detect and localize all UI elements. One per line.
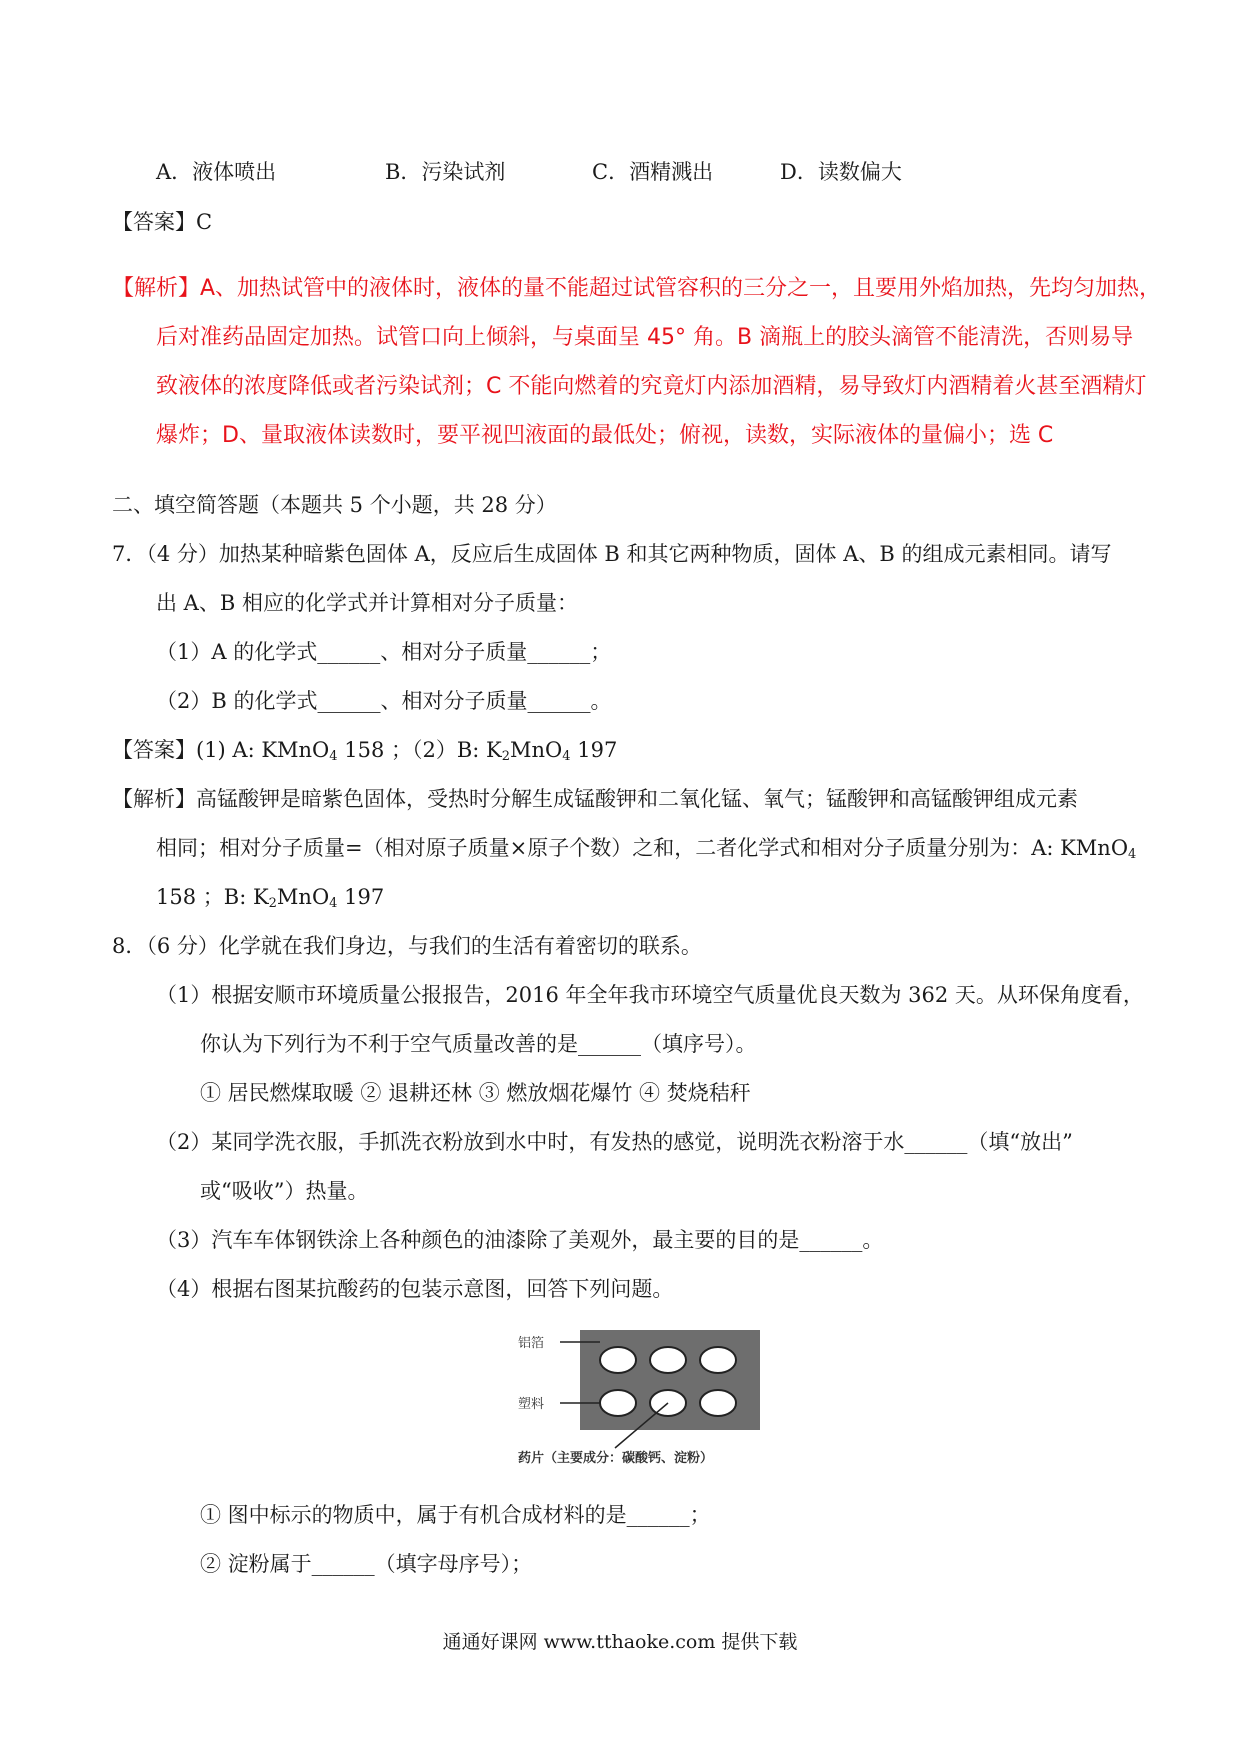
q6-analysis-line: 后对准药品固定加热。试管口向上倾斜，与桌面呈 45° 角。B 滴瓶上的胶头滴管不能清洗，否则易导 [156,325,1134,350]
q8-part-1-cont: 你认为下列行为不利于空气质量改善的是______（填序号）。 [200,1032,757,1056]
pill [700,1390,736,1416]
label-plastic: 塑料 [518,1397,545,1412]
q8-subquestion-1: ① 图中标示的物质中，属于有机合成材料的是______； [200,1503,711,1527]
option-a: A．液体喷出 [156,160,277,184]
q7-answer: 【答案】(1) A: KMnO$_4$ 158 ；（2）B: $K_2MnO_4$ 197 [112,738,618,764]
q7-text: 7．（4 分）加热某种暗紫色固体 A，反应后生成固体 B 和其它两种物质，固体 A、B 的组成元素相同。请写 [112,542,1112,566]
q8-part-1-choices: ① 居民燃煤取暖 ② 退耕还林 ③ 燃放烟花爆竹 ④ 焚烧秸秆 [200,1081,751,1105]
q7-subquestion-1: （1）A 的化学式______、相对分子质量______； [156,640,612,664]
blister-pack-figure [500,1330,800,1475]
section-heading: 二、填空简答题（本题共 5 个小题，共 28 分） [112,493,557,517]
label-foil: 铝箔 [518,1336,545,1351]
q6-answer: 【答案】C [112,210,213,234]
page-footer: 通通好课网 www.tthaoke.com 提供下载 [442,1631,798,1653]
q7-analysis-line: 相同；相对分子质量=（相对原子质量×原子个数）之和，二者化学式和相对分子质量分别为：A: KMnO$_4$ [156,836,1137,862]
pill [600,1390,636,1416]
q8-part-3: （3）汽车车体钢铁涂上各种颜色的油漆除了美观外，最主要的目的是______。 [156,1228,884,1252]
pill [650,1347,686,1373]
q7-analysis-line: 【解析】高锰酸钾是暗紫色固体，受热时分解生成锰酸钾和二氧化锰、氧气；锰酸钾和高锰酸钾组成元素 [112,787,1078,811]
q7-text: 出 A、B 相应的化学式并计算相对分子质量： [156,591,578,615]
q8-text: 8．（6 分）化学就在我们身边，与我们的生活有着密切的联系。 [112,934,702,958]
q6-analysis-line: 致液体的浓度降低或者污染试剂；C 不能向燃着的究竟灯内添加酒精，易导致灯内酒精着火甚至酒精灯 [156,374,1147,399]
q7-subquestion-2: （2）B 的化学式______、相对分子质量______。 [156,689,612,713]
q8-part-4: （4）根据右图某抗酸药的包装示意图，回答下列问题。 [156,1277,674,1301]
option-c: C．酒精溅出 [592,160,714,184]
q6-analysis-line: 爆炸；D、量取液体读数时，要平视凹液面的最低处；俯视，读数，实际液体的量偏小；选 C [156,423,1054,448]
pill [600,1347,636,1373]
option-b: B．污染试剂 [385,160,506,184]
q8-part-2-cont: 或“吸收”）热量。 [200,1179,369,1203]
pill [700,1347,736,1373]
q8-subquestion-2: ② 淀粉属于______（填字母序号）； [200,1552,533,1576]
figure-caption: 药片（主要成分：碳酸钙、淀粉） [518,1451,714,1466]
option-d: D．读数偏大 [780,160,902,184]
q8-part-2: （2）某同学洗衣服，手抓洗衣粉放到水中时，有发热的感觉，说明洗衣粉溶于水______（填“放出” [156,1130,1073,1154]
q6-analysis-line: 【解析】A、加热试管中的液体时，液体的量不能超过试管容积的三分之一，且要用外焰加热，先均匀加热， [112,276,1162,301]
q7-analysis-line: 158 ；B: $K_2MnO_4$ 197 [156,885,385,911]
blister-pack-diagram [500,1330,800,1475]
q8-part-1: （1）根据安顺市环境质量公报报告，2016 年全年我市环境空气质量优良天数为 362 天。从环保角度看， [156,983,1144,1007]
